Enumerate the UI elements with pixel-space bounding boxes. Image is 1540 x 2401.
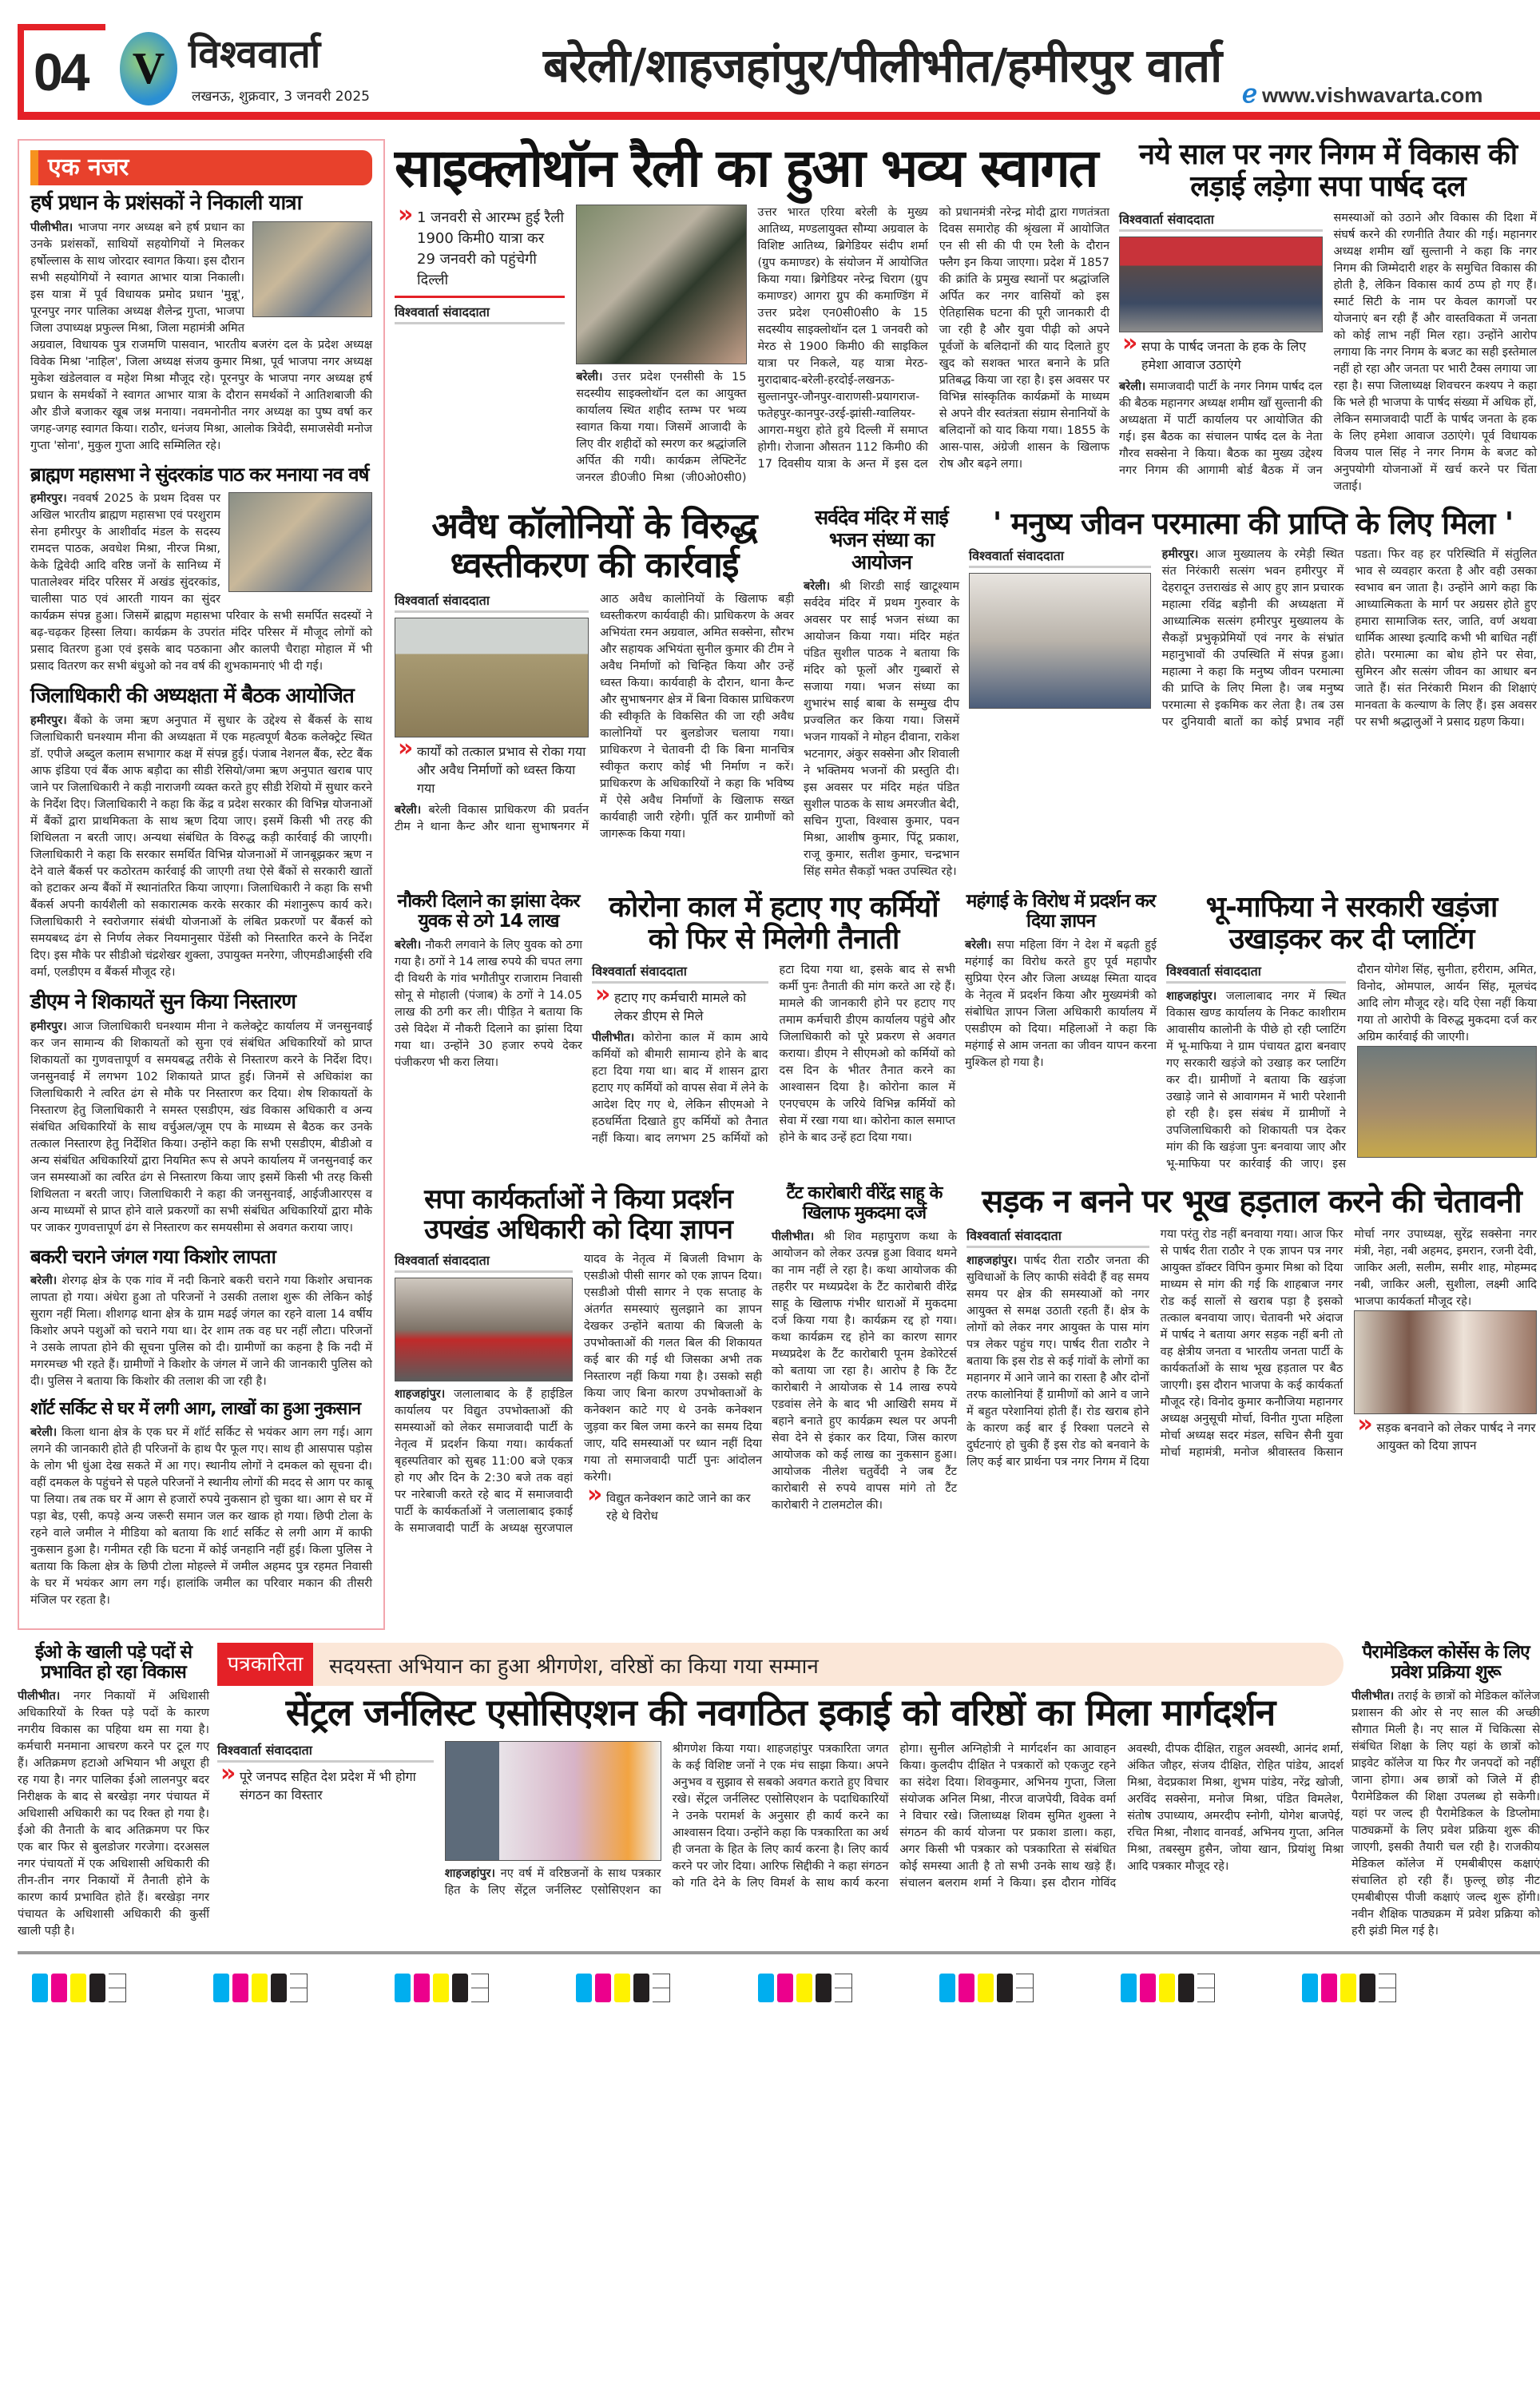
dateline-place: बरेली। xyxy=(804,579,831,593)
color-swatch xyxy=(1321,1974,1337,2002)
dateline-place: बरेली। xyxy=(30,1274,58,1288)
print-registration-marks xyxy=(32,1974,1396,2002)
article-inflation-protest xyxy=(965,892,1157,1072)
article-body: आज मुख्यालय के रमेड़ी स्थित संत निरंकारी सत्संग भवन हमीरपुर में देहरादून उत्तराखंड से आए हुए ज्ञान प्रचारक महात्मा रविंद्र बड़ौनी की अध्यक्षता में आध्यात्मिक सत्संग हमीरपुर मुख्यालय के सैकड़ों प्रभुकृप्रेमियों एवं नगर के संभ्रांत महानुभावों की उपस्थिति में संपन्न हुआ। महात्मा ने कहा कि मनुष्य जीवन परमात्मा की प्राप्ति के लिए मिला है। जब मनुष्य परमात्मा से इकमिक कर लेता है। तब उस पर दुनियावी बातों का कोई प्रभाव नहीं पडता। फिर वह हर परिस्थिति में संतुलित भाव से व्यवहार करता है और वही उसका स्वभाव बन जाता है। उन्होंने आगे कहा कि आध्यात्मिकता के मार्ग पर अग्रसर होते हुए हमारा सामाजिक स्तर, जाति, वर्ण अथवा धार्मिक आस्था इत्यादि कभी भी बाधित नहीं होते। परमात्मा का बोध होने पर सेवा, सुमिरन और सत्संग जीवन का आधार बन जाते हैं। संत निरंकारी मिशन की शिक्षाएं मानवता के कल्याण के लिए हैं। इस अवसर पर सभी श्रद्धालुओं ने प्रसाद ग्रहण किया। xyxy=(1161,548,1537,729)
dateline-place: शाहजहांपुर। xyxy=(966,1254,1018,1268)
article-body: पार्षद रीता राठौर जनता की सुविधाओं के लिए काफी संवेदी हैं वह समय समय पर क्षेत्र की समस्याओं को नगर आयुक्त से समक्ष उठाती रहती हैं। क्षेत्र के लोगों को लेकर नगर आयुक्त के पास मांग पत्र लेकर पहुंच गए। पार्षद रीता राठौर ने बताया कि इस रोड से कई गांवों के लोगों का महानगर में आने जाने का रास्ता है और दोनों तरफ कालोनियां हैं ग्रामीणों को आने व जाने में बहुत परेशानियां होती हैं। रोड खराब होने के कारण कई बार ई रिक्शा पलटने से दुर्घटनाएं हो चुकी हैं इस रोड को बनवाने के लिए कई बार प्रार्थना पत्र नगर निगम में दिया गया परंतु रोड नहीं बनवाया गया। आज फिर से पार्षद रीता राठौर ने एक ज्ञापन पत्र नगर आयुक्त डॉक्टर विपिन कुमार मिश्रा को दिया माध्यम से मांग की गई कि शाहबाज नगर रोड कई सालों से खराब पड़ा है इसको तत्काल बनवाया जाए। चेतावनी भरे अंदाज में पार्षद ने बताया अगर सड़क नहीं बनी तो वह क्षेत्रीय जनता व भारतीय जनता पार्टी के कार्यकर्ताओं के साथ भूख हड़ताल पर बैठ जाएगी। इस दौरान भाजपा के कई कार्यकर्ता मौजूद रहे। विनोद कुमार कनौजिया महानगर अध्यक्ष अनुसूची मोर्चा, विनीत गुप्ता महिला मोर्चा अध्यक्ष सदर मंडल, सचिन सैनी युवा मोर्चा महामंत्री, मनोज श्रीवास्तव किसान मोर्चा नगर उपाध्यक्ष, सुरेंद्र सक्सेना नगर मंत्री, नेहा, नबी अहमद, इमरान, रजनी देवी, जाकिर अली, सलीम, समीर शाह, मोहम्मद नबी, जाकिर अली, सुशीला, लक्ष्मी आदि भाजपा कार्यकर्ता मौजूद रहे। xyxy=(966,1228,1537,1469)
color-swatch xyxy=(1140,1974,1156,2002)
headline: ईओ के खाली पड़े पदों से प्रभावित हो रहा विकास xyxy=(35,1641,192,1683)
article-body: समाजवादी पार्टी के नगर निगम पार्षद दल की बैठक महानगर अध्यक्ष शमीम खाँ सुल्तानी की अध्यक्षता में पार्टी कार्यालय पर आयोजित की गई। इस बैठक का संचालन पार्षद दल के नेता गौरव सक्सेना ने किया। बैठक का मुख्य उद्देश्य नगर निगम की आगामी बोर्ड बैठक में जन समस्याओं को उठाने और विकास की दिशा में संघर्ष करने की रणनीति तैयार की गई। महानगर अध्यक्ष शमीम खाँ सुल्तानी ने कहा कि नगर निगम की जिम्मेदारी शहर के समुचित विकास की होती है, लेकिन विकास कार्य ठप्प हो गए हैं। स्मार्ट सिटी के नाम पर केवल कागजों पर योजनाएं बन रही हैं और वास्तविकता में जनता को कोई लाभ नहीं मिल रहा। उन्होंने आरोप लगाया कि नगर निगम के बजट का सही इस्तेमाल नहीं हो रहा और जनता पर भारी टैक्स लगाया जा रहा है। सपा जिलाध्यक्ष शिवचरन कश्यप ने कहा कि भले ही भाजपा के पार्षद संख्या में अधिक हों, लेकिन समाजवादी पार्टी के पार्षद जनता के हक के लिए हमेशा आवाज उठाएंगे। पूर्व विधायक विजय पाल सिंह ने नगर निगम के बजट को अनुपयोगी योजनाओं में खर्च करने पर चिंता जताई। xyxy=(1119,211,1537,493)
color-swatch xyxy=(576,1974,592,2002)
article-sapa-protest xyxy=(395,1184,762,1537)
dateline-place: पीलीभीत। xyxy=(1351,1690,1395,1703)
byline: विश्ववार्ता संवाददाता xyxy=(395,303,565,324)
color-swatch xyxy=(796,1974,812,2002)
article-sapa-parshad-dal xyxy=(1119,139,1537,495)
byline: विश्ववार्ता संवाददाता xyxy=(1166,962,1346,984)
article-body: श्री शिव महापुराण कथा के आयोजन को लेकर उत्पन्न हुआ विवाद थमने का नाम नहीं ले रहा है। कथा आयोजक की तहरीर पर मध्यप्रदेश के टैंट कारोबारी वीरेंद्र साहू के खिलाफ गंभीर धाराओं में मुकदमा दर्ज किया गया है। कार्यक्रम रद्द हो गया। कथा कार्यक्रम रद्द होने का कारण सागर मध्यप्रदेश के टैंट कारोबारी पूनम डेकोरेटर्स को बताया जा रहा है। आरोप है कि टैंट कारोबारी ने आयोजक से 14 लाख रुपये एडवांस लेने के बाद भी आखिरी समय में बहाने बनाते हुए कार्यक्रम स्थल पर अपनी सेवा देने से इंकार कर दिया, जिस कारण आयोजक को कई लाख का नुकसान हुआ। आयोजक नीलेश चतुर्वेदी ने जब टैंट कारोबारी से रुपये वापस मांगे तो टैंट कारोबारी ने टालमटोल की। xyxy=(772,1230,957,1512)
dateline-place: पीलीभीत। xyxy=(592,1032,635,1045)
color-registration-mark xyxy=(1121,1974,1215,2002)
photo-journalist-meeting xyxy=(445,1741,661,1861)
color-swatch xyxy=(758,1974,774,2002)
photo-plotting xyxy=(1357,1046,1537,1158)
highlight-quote: » सपा के पार्षद जनता के हक के लिए हमेशा आवाज उठाएंगे xyxy=(1119,337,1323,374)
page-number: 04 xyxy=(34,42,88,101)
article-body: सपा महिला विंग ने देश में बढ़ती हुई महंगाई का विरोध करते हुए पूर्व महापौर सुप्रिया ऐरन और जिला अध्यक्ष स्मिता यादव के नेतृत्व में प्रदर्शन किया और मुख्यमंत्री को संबोधित ज्ञापन जिला अधिकारी कार्यालय में एसडीएम को दिया। महिलाओं ने कहा कि महंगाई से आम जनता का जीवन यापन करना मुश्किल हो गया है। xyxy=(965,939,1157,1070)
color-swatch xyxy=(232,1974,248,2002)
banner-text: सदयस्ता अभियान का हुआ श्रीगणेश, वरिष्ठों का किया गया सम्मान xyxy=(329,1654,819,1679)
article-tent-case xyxy=(772,1184,957,1513)
dateline-place: हमीरपुर। xyxy=(30,1020,67,1034)
color-swatch xyxy=(595,1974,611,2002)
headline: महंगाई के विरोध में प्रदर्शन कर दिया ज्ञापन xyxy=(966,890,1156,932)
color-swatch xyxy=(1359,1974,1375,2002)
highlight-quote: » कार्यों को तत्काल प्रभाव से रोका गया और अवैध निर्माणों को ध्वस्त किया गया xyxy=(395,742,589,797)
article-illegal-colonies xyxy=(395,507,794,844)
crosshair-mark xyxy=(653,1974,670,2002)
color-swatch xyxy=(452,1974,468,2002)
color-swatch xyxy=(414,1974,430,2002)
headline: ' मनुष्य जीवन परमात्मा की प्राप्ति के लिए मिला ' xyxy=(992,505,1514,541)
color-registration-mark xyxy=(576,1974,670,2002)
headline: टैंट कारोबारी वीरेंद्र साहू के खिलाफ मुकदमा दर्ज xyxy=(786,1183,943,1223)
dateline-place: बरेली। xyxy=(1119,380,1146,393)
color-swatch xyxy=(959,1974,974,2002)
color-registration-mark xyxy=(758,1974,852,2002)
color-swatch xyxy=(816,1974,832,2002)
headline: कोरोना काल में हटाए गए कर्मियों को फिर से मिलेगी तैनाती xyxy=(609,890,939,956)
article-body: तराई के छात्रों को मेडिकल कॉलेज प्रशासन की ओर से नए साल की अच्छी सौगात मिली है। नए साल में चिकित्सा से संबंधित शिक्षा के लिए यहां के छात्रों को प्राइवेट कॉलेज या फिर गैर जनपदों को नहीं जाना होगा। अब छात्रों को जिले में ही पैरामेडिकल की शिक्षा उपलब्ध हो सकेगी। यहां पर जल्द ही पैरामेडिकल के डिप्लोमा पाठ्यक्रमों के लिए प्रवेश प्रक्रिया शुरू की जाएगी, इसकी तैयारी चल रही है। राजकीय मेडिकल कॉलेज में एमबीबीएस कक्षाएं संचालित हो रही हैं। फ़ुल्लू छोड़ नीट एमबीबीएस पीजी कक्षाएं जल्द शुरू होंगी। नवीन शैक्षिक पाठ्यक्रम में प्रवेश प्रक्रिया को हरी झंडी मिल गई है। xyxy=(1351,1690,1540,1938)
dateline-place: बरेली। xyxy=(965,939,992,952)
article-body: शेरगढ़ क्षेत्र के एक गांव में नदी किनारे बकरी चराने गया किशोर अचानक लापता हो गया। अंधेरा हुआ तो परिजनों ने उसकी तलाश शुरू की लेकिन कोई सुराग नहीं मिला। शीशगढ़ थाना क्षेत्र के ग्राम मढई जंगल का रहने वाला 14 वर्षीय किशोर अपने पशुओं को चराने गया था। देर शाम तक वह घर नहीं लौटा। परिजनों ने उसके लापता होने की सूचना पुलिस को दी। ग्रामीणों का कहना है कि नदी में मगरमच्छ भी रहते हैं। ग्रामीणों ने किशोर के जंगल में जाने की जानकारी पुलिस को दी। पुलिस ने बताया कि किशोर की तलाश की जा रही है। xyxy=(30,1274,373,1389)
headline: साइक्लोथॉन रैली का हुआ भव्य स्वागत xyxy=(395,137,1097,199)
dateline-place: हमीरपुर। xyxy=(30,491,67,505)
article-dm-meeting xyxy=(30,685,372,981)
photo-flag-off xyxy=(576,205,746,364)
color-swatch xyxy=(614,1974,630,2002)
article-body: नगर निकायों में अधिशासी अधिकारियों के रिक्त पड़े पदों के कारण नगरीय विकास का पहिया थम सा गया है। कर्मचारी मनमाना आचरण करने पर टूल गए हैं। अतिक्रमण हटाओ अभियान भी अधूरा ही रह गया है। नगर पालिका ईओ लालनपुर बदर निरीक्षक के बाद से बरखेड़ा नगर पंचायत में अधिशासी अधिकारी का पद रिक्त हो गया है। ईओ की तैनाती के बाद अतिक्रमण पर फिर एक बार फिर से बुलडोजर गरजेगा। दरअसल नगर पंचायतों में एक अधिशासी अधिकारी की तीन-तीन नगर निकायों में तैनाती होने के कारण कार्य प्रभावित होते हैं। बरखेड़ा नगर पंचायत के अधिशासी अधिकारी की कुर्सी खाली पड़ी है। xyxy=(18,1690,209,1938)
article-corona-workers xyxy=(592,892,955,1148)
browser-icon: ℯ xyxy=(1242,79,1257,108)
section-title: बरेली/शाहजहांपुर/पीलीभीत/हमीरपुर वार्ता xyxy=(543,38,1222,93)
article-manushya-jeevan xyxy=(969,507,1537,732)
article-body: नौकरी लगवाने के लिए युवक को ठगा गया है। ठगों ने 14 लाख रुपये की चपत लगा दी विथरी के गांव भगौतीपुर राजाराम निवासी सोनू से मोहाली (पंजाब) के ठगों ने 14.05 लाख की ठगी कर ली। पीड़ित ने बताया कि उसे विदेश में नौकरी दिलाने का झांसा दिया गया था। उन्होंने 30 हजार रुपये देकर पंजीकरण भी करा लिया। xyxy=(395,939,582,1070)
photo-memorandum xyxy=(1354,1310,1537,1414)
article-journalist-association xyxy=(217,1692,1344,1900)
article-harsh-pradhan xyxy=(30,192,372,455)
article-body: श्री शिरडी साई खाटूश्याम सर्वदेव मंदिर में प्रथम गुरुवार के अवसर पर साई भजन संध्या का आयोजन किया गया। मंदिर महंत पंडित सुशील पाठक ने बताया कि मंदिर को फूलों और गुब्बारों से सजाया गया। भजन संध्या का शुभारंभ साई बाबा के सम्मुख दीप प्रज्वलित कर किया गया। जिसमें भजन गायकों ने मोहन दीवाना, राकेश भटनागर, अंकुर सक्सेना और शिवाली ने भक्तिमय भजनों की प्रस्तुति दी। इस अवसर पर मंदिर महंत पंडित सुशील पाठक के साथ अमरजीत बेदी, सचिन गुप्ता, विश्वास कुमार, पवन मिश्रा, आशीष कुमार, पिंटू प्रकाश, राजू कुमार, सतीश कुमार, चन्द्रभान सिंह समेत सैकड़ों भक्त उपस्थित रहे। xyxy=(804,579,960,878)
color-registration-mark xyxy=(32,1974,126,2002)
highlight-quote: » हटाए गए कर्मचारी मामले को लेकर डीएम से मिले xyxy=(592,988,768,1025)
dateline-place: बरेली। xyxy=(395,804,422,817)
rule xyxy=(395,296,565,298)
byline: विश्ववार्ता संवाददाता xyxy=(969,547,1151,568)
color-swatch xyxy=(633,1974,649,2002)
headline: ब्राह्मण महासभा ने सुंदरकांड पाठ कर मनाया नव वर्ष xyxy=(30,463,369,487)
color-swatch xyxy=(777,1974,793,2002)
headline: अवैध कॉलोनियों के विरुद्ध ध्वस्तीकरण की कार्रवाई xyxy=(431,505,757,586)
article-sai-bhajan xyxy=(804,507,959,880)
photo-protest xyxy=(395,1278,573,1381)
article-short-circuit-fire xyxy=(30,1400,372,1609)
article-body: किला थाना क्षेत्र के एक घर में शॉर्ट सर्किट से भयंकर आग लग गई। आग लगने की जानकारी होते ही परिजनों के हाथ पैर फूल गए। साथ ही आसपास पड़ोस के लोग भी धुंआ देख सकते में आ गए। स्थानीय लोगों ने दमकल को सूचना दी। वहीं दमकल के पहुंचने से पहले परिजनों ने स्थानीय लोगों की मदद से आग पर काबू पा लिया। तब तक घर में आग से हजारों रुपये नुकसान हो चुका था। आग से घर में पड़ा बेड, एसी, कपड़े अन्य जरूरी समान जल कर खाक हो गया। छिपी टोला के रहने वाले जमील ने मीडिया को बताया कि शार्ट सर्किट से लगी आग में काफी नुकसान हुआ है। गनीमत रही कि घटना में कोई जनहानि नहीं हुई। किला पुलिस ने बताया कि किला क्षेत्र के छिपी टोला मोहल्ले में जमील अहमद पुत्र रहमत निवासी के घर में भयंकर आग लग गई। हालांकि जमील का परिवार मकान की तीसरी मंजिल पर रहता है। xyxy=(30,1425,373,1607)
dateline-place: पीलीभीत। xyxy=(772,1230,815,1243)
article-body: उत्तर प्रदेश एनसीसी के 15 सदस्यीय साइक्लोथॉन दल का आयुक्त कार्यालय स्थित शहीद स्तम्भ पर भव्य स्वागत किया गया। जिसमें आजादी के लिए वीर शहीदों को स्मरण कर श्रद्धांजलि अर्पित की गयी। कार्यक्रम लेफ्टिनेंट जनरल डी0जी0 मिश्रा (जी0ओ0सी0) उत्तर भारत एरिया बरेली के मुख्य आतिथ्य, मण्डलायुक्त सौम्या अग्रवाल के विशिष्ट आतिथ्य, ब्रिगेडियर संदीप शर्मा (ग्रुप कमाण्डर) के संयोजन में आयोजित किया गया। ब्रिगेडियर नरेन्द्र चिराग (ग्रुप कमाण्डर) आगरा ग्रुप की कमाण्डिंग में उत्तर प्रदेश एन0सी0सी0 के 15 सदस्यीय साइक्लोथॉन दल 1 जनवरी को मेरठ से 1900 किमी0 की साइकिल यात्रा पर निकले, यह यात्रा मेरठ-मुरादाबाद-बरेली-हरदोई-लखनऊ-सुल्तानपुर-जौनपुर-वाराणसी-प्रयागराज-फतेहपुर-कानपुर-उरई-झांसी-ग्वालियर-आगरा-मथुरा होते हुये दिल्ली में समाप्त होगी। रोजाना औसतन 112 किमी0 की 17 दिवसीय यात्रा के अन्त में इस दल को प्रधानमंत्री नरेन्द्र मोदी द्वारा गणतंत्रता दिवस समारोह की श्रृंखला में आयोजित एन सी सी की पी एम रैली के दौरान फ्लैग इन किया जाएगा। प्रदेश में 1857 की क्रांति के प्रमुख स्थानों पर श्रद्धांजलि अर्पित कर नगर वासियों को इस ऐतिहासिक घटना की पूरी जानकारी दी जा रही है और युवा पीढ़ी को अपने पूर्वजों के बलिदानों की याद दिलाते हुए खुद को सशक्त भारत बनाने के प्रति प्रतिबद्ध किया जा रहा है। इस अवसर पर विभिन्न सांस्कृतिक कार्यक्रमों के माध्यम से अपने वीर स्वतंत्रता संग्राम सेनानियों के बलिदानों को याद किया गया। 1855 के आस-पास, अंग्रेजी शासन के खिलाफ रोष और बढ़ने लगा। xyxy=(576,205,1109,484)
dateline-place: शाहजहांपुर। xyxy=(444,1867,495,1881)
article-body: बरेली विकास प्राधिकरण की प्रवर्तन टीम ने थाना कैन्ट और थाना सुभाषनगर में आठ अवैध कालोनियों के खिलाफ बड़ी ध्वस्तीकरण कार्यवाही की। प्राधिकरण के अवर अभियंता रमन अग्रवाल, अमित सक्सेना, सौरभ और सहायक अभियंता सुनील कुमार की टीम ने अवैध निर्माणों को चिन्हित किया और उन्हें ध्वस्त किया। कार्यवाही के दौरान, थाना कैन्ट और सुभाषनगर क्षेत्र में बिना विकास प्राधिकरण की स्वीकृति के विकसित की जा रही अवैध कालोनियों पर बुलडोजर चलाया गया। प्राधिकरण ने चेतावनी दी कि बिना मानचित्र स्वीकृत कराए कोई भी निर्माण न करें। प्राधिकरण के अधिकारियों ने कहा कि भविष्य में ऐसे अवैध निर्माणों के खिलाफ सख्त कार्यवाही जारी रहेगी। पूर्ति कर ग्रामीणों को जागरूक किया गया। xyxy=(395,593,794,841)
masthead xyxy=(0,0,1540,128)
headline: सर्वदेव मंदिर में साई भजन संध्या का आयोजन xyxy=(815,505,948,574)
article-missing-teen xyxy=(30,1246,372,1390)
article-road-hunger-strike xyxy=(966,1184,1537,1471)
photo xyxy=(228,492,372,592)
color-swatch xyxy=(32,1974,48,2002)
ek-najar-label: एक नजर xyxy=(30,150,372,185)
dateline-place: पीलीभीत। xyxy=(30,221,73,235)
section-tag: पत्रकारिता xyxy=(217,1643,313,1686)
headline: शॉर्ट सर्किट से घर में लगी आग, लाखों का हुआ नुकसान xyxy=(30,1399,361,1420)
color-swatch xyxy=(939,1974,955,2002)
color-swatch xyxy=(395,1974,411,2002)
article-land-mafia xyxy=(1166,892,1537,1174)
newspaper-name: विश्ववार्ता xyxy=(189,32,321,77)
dateline: लखनऊ, शुक्रवार, 3 जनवरी 2025 xyxy=(192,89,370,105)
headline: भू-माफिया ने सरकारी खड़ंजा उखाड़कर कर दी प्लाटिंग xyxy=(1205,890,1498,956)
color-swatch xyxy=(433,1974,449,2002)
crosshair-mark xyxy=(1379,1974,1396,2002)
headline: हर्ष प्रधान के प्रशंसकों ने निकाली यात्रा xyxy=(30,191,302,215)
headline: सेंट्रल जर्नलिस्ट एसोसिएशन की नवगठित इकाई को वरिष्ठों का मिला मार्गदर्शन xyxy=(285,1690,1276,1734)
photo-meeting xyxy=(1119,237,1323,332)
crosshair-mark xyxy=(290,1974,308,2002)
highlight-quote: » सड़क बनवाने को लेकर पार्षद ने नगर आयुक्त को दिया ज्ञापन xyxy=(1354,1419,1537,1454)
byline: विश्ववार्ता संवाददाता xyxy=(966,1226,1149,1248)
crosshair-mark xyxy=(1016,1974,1034,2002)
dateline-place: शाहजहांपुर। xyxy=(1166,990,1217,1004)
headline: सड़क न बनने पर भूख हड़ताल करने की चेतावनी xyxy=(982,1183,1522,1221)
article-body: भाजपा नगर अध्यक्ष बने हर्ष प्रधान का उनके प्रशंसकों, साथियों सहयोगियों ने मिलकर हर्षोल्लास के साथ जोरदार स्वागत किया। इस दौरान सभी सहयोगियों ने स्वागत आभार यात्रा निकाली। इस यात्रा में पूर्व विधायक प्रमोद प्रधान 'मुन्नू', पूरनपुर नगर पालिका अध्यक्ष शैलेन्द्र गुप्ता, भाजपा जिला उपाध्यक्ष प्रफुल्ल मिश्रा, जिला महामंत्री अमित अग्रवाल, विधायक पुत्र राजमणि पासवान, भारतीय बजरंग दल के प्रदेश अध्यक्ष विवेक मिश्रा 'नाहिल', जिला अध्यक्ष संजय कुमार मिश्रा, पूर्व भाजपा नगर अध्यक्ष मुकेश खंडेलवाल व महेश मिश्रा मौजूद रहे। पूरनपुर के भाजपा नगर अध्यक्ष हर्ष प्रधान के समर्थकों ने स्वागत आभार यात्रा के दौरान समर्थकों ने आतिशबाजी की और डीजे बजाकर खूब जश्न मनाया। नवमनोनीत नगर अध्यक्ष का पुष्प वर्षा कर जगह-जगह स्वागत किया। राठौर, धनंजय मिश्रा, आलोक त्रिवेदी, समाजसेवी मनोज गुप्ता 'सोना', मुकुल गुप्ता आदि सम्मिलित रहे। xyxy=(30,221,372,453)
article-body: बैंको के जमा ऋण अनुपात में सुधार के उद्देश्य से बैंकर्स के साथ जिलाधिकारी घनश्याम मीना की अध्यक्षता में एक महत्वपूर्ण बैठक कलेक्ट्रेट स्थित डॉ. एपीजे अब्दुल कलाम सभागार कक्ष में संपन्न हुई। पंजाब नेशनल बैंक, स्टेट बैंक आफ इंडिया एवं बैंक आफ बड़ौदा का सीडी रेसियो/जमा ऋण अनुपात खराब पाए जाने पर जिलाधिकारी ने कड़ी नाराजगी व्यक्त करते हुए सीडी रेशियो में सुधार करने के निर्देश दिए। जिलाधिकारी ने कहा कि केंद्र व प्रदेश सरकार की विभिन्न योजनाओं में बैंकों द्वारा प्राथमिकता के साथ ऋण दिया जाए। इसमें किसी भी तरह की शिथिलता न बरती जाए। अन्यथा संबंधित के विरुद्ध कड़ी कार्रवाई की जाएगी। जिलाधिकारी ने कहा कि सरकार समर्थित विभिन्न योजनाओं में जानबूझकर ऋण न देने वाले बैंकर्स पर कठोरतम कार्रवाई की जाएगी तथा ऐसे बैंकों से सरकारी खातों को हटाकर अन्य बैंकों में स्थानांतरित किया जाएगा। जिलाधिकारी ने कहा कि सभी बैंकर्स अपनी कार्यशैली को सकारात्मक करके सरकार की मंशानुरूप कार्य करे। जिलाधिकारी ने स्वरोजगार संबंधी योजनाओं के लंबित प्रकरणों पर बैंकर्स को समयबध्द ढंग से निर्णय लेकर नियमानुसार पेंडेंसी को निस्तारित करने के निर्देश दिए। इस मौके पर सीडीओ चंद्रशेखर शुक्ला, उपायुक्त मनरेगा, जीएमडीआईसी रवि वर्मा, एलडीएम व बैंकर्स मौजूद रहे। xyxy=(30,714,373,980)
article-cyclothon xyxy=(395,139,1109,487)
dateline-place: हमीरपुर। xyxy=(1161,548,1199,562)
color-swatch xyxy=(1178,1974,1194,2002)
color-swatch xyxy=(1302,1974,1318,2002)
crosshair-mark xyxy=(1197,1974,1215,2002)
dateline-place: बरेली। xyxy=(576,370,603,384)
article-brahman-mahasabha xyxy=(30,464,372,675)
article-body: जलालाबाद नगर में स्थित विकास खण्ड कार्यालय के निकट काशीराम आवासीय कालोनी के पीछे हो रही प्लाटिंग में भू-माफिया ने ग्राम पंचायत द्वारा बनवाए गए सरकारी खड़ंजे को उखाड़ कर प्लाटिंग कर दी। ग्रामीणों ने बताया कि खड़ंजा उखाड़े जाने से आवागमन में भारी परेशानी हो रही है। इस संबंध में ग्रामीणों ने उपजिलाधिकारी को शिकायती पत्र देकर मांग की कि खड़ंजा पुनः बनवाया जाए और भू-माफिया पर कार्रवाई की जाए। इस दौरान योगेश सिंह, सुनीता, हरीराम, अमित, विनोद, ओमपाल, आर्यन सिंह, मूलचंद आदि लोग मौजूद रहे। यदि ऐसा नहीं किया गया तो आरोपी के विरुद्ध मुकदमा दर्ज कर अग्रिम कार्रवाई की जाएगी। xyxy=(1166,964,1537,1171)
article-dm-complaints xyxy=(30,991,372,1237)
dateline-place: बरेली। xyxy=(30,1425,58,1439)
headline: नौकरी दिलाने का झांसा देकर युवक से ठगे 14 लाख xyxy=(397,890,580,932)
dateline-place: बरेली। xyxy=(395,939,422,952)
color-swatch xyxy=(70,1974,86,2002)
article-body: जलालाबाद के हैं हाईडिल कार्यालय पर विद्युत उपभोक्ताओं की समस्याओं को लेकर समाजवादी पार्टी के नेतृत्व में प्रदर्शन किया गया। कार्यकर्ता बृहस्पतिवार को सुबह 11:00 बजे एकत्र हो गए और दिन के 2:30 बजे तक वहां पर नारेबाजी करते रहे बाद में समाजवादी पार्टी के कार्यकर्ताओं ने जलालाबाद इकाई के समाजवादी पार्टी के अध्यक्ष सुरजपाल यादव के नेतृत्व में बिजली विभाग के एसडीओ पीसी सागर को एक ज्ञापन दिया। एसडीओ पीसी सागर ने एक सप्ताह के अंतर्गत समस्याएं सुलझाने का ज्ञापन देखकर उन्होंने बताया की बिजली के उपभोक्ताओं की गलत बिल की शिकायत कई बार की गई थी जिसका अभी तक निस्तारण नहीं किया गया है। उसको सही किया जाए बिना कारण उपभोक्ताओं के कनेक्शन काटे गए थे उनके कनेक्शन जुड़वा कर बिल जमा करने का समय दिया जाए, यदि समस्याओं पर ध्यान नहीं दिया गया तो समाजवादी पार्टी पुनः आंदोलन करेगी। xyxy=(395,1253,762,1536)
color-swatch xyxy=(271,1974,287,2002)
byline: विश्ववार्ता संवाददाता xyxy=(395,1251,573,1273)
color-swatch xyxy=(51,1974,67,2002)
color-swatch xyxy=(978,1974,994,2002)
color-registration-mark xyxy=(395,1974,489,2002)
ek-najar-box xyxy=(18,139,385,1630)
color-registration-mark xyxy=(1302,1974,1396,2002)
byline: विश्ववार्ता संवाददाता xyxy=(592,962,768,984)
article-body: आज जिलाधिकारी घनश्याम मीना ने कलेक्ट्रेट कार्यालय में जनसुनवाई कर जन सामान्य की शिकायतों को सुना एवं संबंधित अधिकारियों को प्राप्त शिकायतों का गुणवत्तापूर्ण व समयबद्ध तरीके से निस्तारण करने के निर्देश दिए। जनसुनवाई में लगभग 102 शिकायते प्राप्त हुई। जिनमें से अधिकांश का जिलाधिकारी ने त्वरित ढंग से मौके पर निस्तारण कर दिया। शेष शिकायतों के निस्तारण हेतु जिलाधिकारी ने समस्त एसडीएम, खंड विकास अधिकारी व अन्य संबंधित अधिकारियों के साथ वर्चुअल/जूम एप के माध्यम से बैठक कर उनके तत्काल निस्तारण हेतु निर्देशित किया। उन्होंने कहा कि सभी एसडीएम, बीडीओ व अन्य संबंधित अधिकारियों द्वारा नियमित रूप से अपने कार्यालय में जनसुनवाई कर जन समस्याओं का त्वरित ढंग से निस्तारण किया जाए इसमें किसी भी तरह किसी शिथिलता न बरती जाए। जिलाधिकारी ने कहा की जनसुनवाई, आईजीआरएस व अन्य माध्यमों से प्राप्त होने वाले प्रकरणों का सभी संबंधित अधिकारियों द्वारा मौके पर जाकर गुणवत्तापूर्ण ढंग से निस्तारण कर समयसीमा से अवगत कराया जाए। xyxy=(30,1020,372,1235)
headline: डीएम ने शिकायतें सुन किया निस्तारण xyxy=(30,990,296,1015)
color-swatch xyxy=(1340,1974,1356,2002)
crosshair-mark xyxy=(471,1974,489,2002)
article-body: नए वर्ष में वरिष्ठजनों के साथ पत्रकार हित के लिए सेंट्रल जर्नलिस्ट एसोसिएशन का श्रीगणेश किया गया। शाहजहांपुर पत्रकारिता जगत के कई विशिष्ट जनों ने एक मंच साझा किया। अपने अनुभव व सुझाव से सबको अवगत कराते हुए विचार रखे। सेंट्रल जर्नलिस्ट एसोसिएशन के पदाधिकारियों ने उनके परामर्श के अनुसार ही कार्य करने का आश्वासन दिया। उन्होंने कहा कि पत्रकारिता का अर्थ ही जनता के हित के लिए कार्य करना है। लिए कार्य करने पर जोर दिया। आरिफ सिद्दीकी ने कहा संगठन को गति देने के लिए विमर्श के साथ कार्य करना होगा। सुनील अग्निहोत्री ने मार्गदर्शन का आवाहन किया। कुलदीप दीक्षित ने पत्रकारों को एकजुट रहने का संदेश दिया। शिवकुमार, अभिनय गुप्ता, जिला संयोजक अनिल मिश्रा, नीरज वाजपेयी, विवेक वर्मा ने विचार रखे। जिलाध्यक्ष शिवम सुमित शुक्ला ने संगठन की कार्य योजना पर प्रकाश डाला। कहा, अगर किसी भी पत्रकार को पत्रकारिता से संबंधित कोई समस्या आती है तो सभी उनके साथ खड़े हैं। संचालन बलराम शर्मा ने किया। इस दौरान गोविंद अवस्थी, दीपक दीक्षित, राहुल अवस्थी, आनंद शर्मा, अंकित जौहर, संजय दीक्षित, रोहित पांडेय, आदर्श मिश्रा, वेदप्रकाश मिश्रा, शुभम पांडेय, नरेंद्र खोजी, अरविंद सक्सेना, मनोज मिश्रा, पंडित विमलेश, संतोष उपाध्याय, अमरदीप स्नोगी, योगेश बाजपेई, रचित मिश्रा, नौशाद वानवर्ड, अभिनय गुप्ता, अनिल मिश्रा, तबस्सुम हुसैन, जोया खान, प्रियांशु मिश्रा आदि पत्रकार मौजूद रहे। xyxy=(444,1743,1344,1898)
dateline-place: शाहजहांपुर। xyxy=(395,1388,446,1401)
article-body: नववर्ष 2025 के प्रथम दिवस पर अखिल भारतीय ब्राह्मण महासभा एवं परशुराम सेना हमीरपुर के आशीर्वाद मंडल के सदस्य रामदत्त पाठक, अवधेश मिश्रा, नीरज मिश्रा, केके द्विवेदी आदि वरिष्ठ जनों के सानिध्य में पातालेश्वर मंदिर परिसर में अखंड सुंदरकांड, चालीसा पाठ एवं आरती गायन का सुंदर कार्यक्रम संपन्न हुआ। जिसमें ब्राह्मण महासभा परिवार के सभी समर्पित सदस्यों ने बढ़-चढ़कर हिस्सा लिया। कार्यक्रम के उपरांत मंदिर परिसर में मौजूद लोगों को प्रसाद वितरण हुआ एवं इसके बाद पठकाना और कालपी चैराहा मोहाल में भी प्रसाद वितरण कर सभी बंधुओ को नव वर्ष की शुभकामनाएं भी दी गई। xyxy=(30,491,372,673)
byline: विश्ववार्ता संवाददाता xyxy=(395,591,589,613)
footer-rule xyxy=(18,1951,1540,1954)
headline: नये साल पर नगर निगम में विकास की लड़ाई लड़ेगा सपा पार्षद दल xyxy=(1138,138,1518,204)
headline: बकरी चराने जंगल गया किशोर लापता xyxy=(30,1246,276,1269)
website-text: www.vishwavarta.com xyxy=(1261,83,1483,107)
crosshair-mark xyxy=(109,1974,126,2002)
article-paramedical xyxy=(1351,1643,1540,1941)
photo-speaker xyxy=(969,573,1151,709)
article-eo-vacancy xyxy=(18,1643,209,1941)
highlight-quote: » विद्युत कनेक्शन काटे जाने का कर रहे थे विरोध xyxy=(584,1489,762,1524)
headline: पैरामेडिकल कोर्सेस के लिए प्रवेश प्रक्रिया शुरू xyxy=(1362,1641,1530,1683)
dateline-place: हमीरपुर। xyxy=(30,714,67,728)
highlight-quote: » पूरे जनपद सहित देश प्रदेश में भी होगा संगठन का विस्तार xyxy=(217,1767,434,1804)
article-body: कोरोना काल में काम आये कर्मियों को बीमारी सामान्य होने के बाद हटा दिया गया था। बाद में शासन द्वारा हटाए गए कर्मियों को वापस सेवा में लेने के आदेश दिए गए थे, लेकिन सीएमओ ने हठधर्मिता दिखाते हुए कर्मियों को तैनात नहीं किया। बाद लगभग 25 कर्मियों को हटा दिया गया था, इसके बाद से सभी कर्मी पुनः तैनाती की मांग करते आ रहे हैं। मामले की जानकारी होने पर हटाए गए तमाम कर्मचारी डीएम कार्यालय पहुंचे और जिलाधिकारी को पूरे प्रकरण से अवगत कराया। डीएम ने सीएमओ को कर्मियों को दस दिन के भीतर तैनात करने का आश्वासन दिया है। कोरोना काल में एनएचएम के जरिये विभिन्न कर्मियों को सेवा में रखा गया था। कोरोना काल समाप्त होने के बाद उन्हें हटा दिया गया। xyxy=(592,964,955,1146)
color-swatch xyxy=(1159,1974,1175,2002)
header-rule xyxy=(18,112,1540,120)
color-swatch xyxy=(252,1974,268,2002)
color-swatch xyxy=(1121,1974,1137,2002)
newspaper-logo: V xyxy=(120,32,177,105)
byline: विश्ववार्ता संवाददाता xyxy=(217,1741,434,1763)
byline: विश्ववार्ता संवाददाता xyxy=(1119,210,1323,232)
article-job-fraud xyxy=(395,892,582,1072)
journalism-banner xyxy=(217,1643,1344,1686)
dateline-place: पीलीभीत। xyxy=(18,1690,61,1703)
crosshair-mark xyxy=(835,1974,852,2002)
color-swatch xyxy=(89,1974,105,2002)
headline: जिलाधिकारी की अध्यक्षता में बैठक आयोजित xyxy=(30,683,354,708)
color-swatch xyxy=(997,1974,1013,2002)
highlight-quote: » 1 जनवरी से आरम्भ हुई रैली 1900 किमी0 यात्रा कर 29 जनवरी को पहुंचेगी दिल्ली xyxy=(395,208,565,291)
color-registration-mark xyxy=(213,1974,308,2002)
color-registration-mark xyxy=(939,1974,1034,2002)
photo-demolition xyxy=(395,618,589,737)
headline: सपा कार्यकर्ताओं ने किया प्रदर्शन उपखंड अधिकारी को दिया ज्ञापन xyxy=(424,1183,732,1246)
photo xyxy=(252,221,372,317)
website-link[interactable] xyxy=(1242,78,1482,109)
color-swatch xyxy=(213,1974,229,2002)
